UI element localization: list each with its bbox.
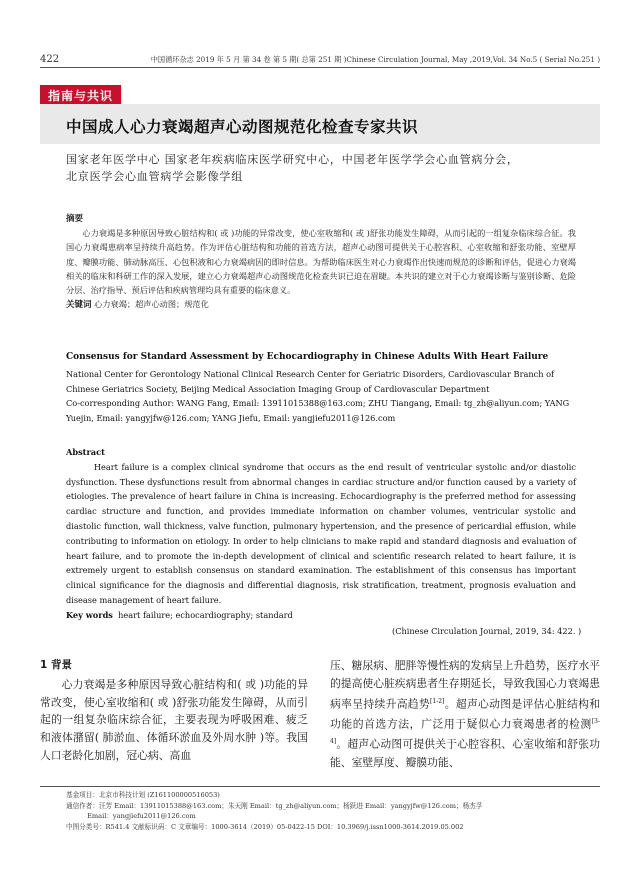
- english-abstract-label: Abstract: [66, 447, 105, 457]
- footnote-line: Email：yangjiefu2011@126.com: [87, 812, 196, 821]
- keywords-text: 心力衰竭；超声心动图；规范化: [94, 299, 209, 310]
- footnotes: [66, 790, 586, 832]
- english-abstract-text: Heart failure is a complex clinical syndrome that occurs as the end result of ventricular systolic and/or diastolic dysfunction. These dysfunctions result from abnormal changes in cardiac structure and/or function caused by a variety of etiologies. The prevalence of heart failure in China is increasing. Echocardiography is the preferred method for assessing cardiac structure and function, and provides immediate information on chamber volumes, ventricular systolic and diastolic function, wall thickness, valve function, pulmonary hypertension, and the presence of pericardial effusion, while contributing to information on etiology. In order to help clinicians to make rapid and standard diagnosis and evaluation of heart failure, and to promote the in-depth development of clinical and scientific research related to heart failure, it is extremely urgent to establish consensus on standard examination. The establishment of this consensus has important clinical significance for the diagnosis and differential diagnosis, risk stratification, treatment, prognosis evaluation and disease management of heart failure.: [66, 461, 576, 605]
- body-text: 。超声心动图是评估心脏结构和功能的首选方法，广泛用于疑似心力衰竭患者的检测: [330, 697, 601, 731]
- corresponding-authors: Co-corresponding Author: WANG Fang, Email: 13911015388@163.com; ZHU Tiangang, Email: tg_zh@aliyun.com; YANG Yuejin, Email: yangyjfw@126.com; YANG Jiefu, Email: yangjiefu2011@126.com: [66, 398, 570, 424]
- authors-line: 国家老年医学中心 国家老年疾病临床医学研究中心，中国老年医学学会心血管病分会，: [66, 153, 519, 166]
- header-rule: [40, 67, 600, 68]
- running-header: [40, 52, 600, 66]
- body-paragraph: 心力衰竭是多种原因导致心脏结构和( 或 )功能的异常改变，使心室收缩和( 或 )舒张功能发生障碍，从而引起的一组复杂临床综合征，主要表现为呼吸困难、疲乏和液体潴留( 肺淤血、体循环淤血及外周水肿 )等。我国人口老龄化加剧，冠心病、高血: [40, 677, 308, 762]
- footnote-line: 中图分类号：R541.4 文献标识码：C 文章编号：1000-3614（2019）05-0422-15 DOI：10.3969/j.issn1000-3614.2019.05.002: [66, 822, 464, 831]
- english-title: Consensus for Standard Assessment by Echocardiography in Chinese Adults With Heart Failure: [66, 352, 549, 362]
- keywords-label: 关键词: [66, 300, 92, 311]
- english-keywords-label: Key words: [66, 609, 113, 620]
- body-paragraph: [330, 657, 600, 772]
- page-number: 422: [40, 54, 60, 65]
- authors: [66, 151, 586, 185]
- chinese-abstract: [66, 212, 576, 312]
- section-heading: 1 背景: [40, 659, 72, 671]
- footnote-line: 基金项目：北京市科技计划 (Z161100000516053): [66, 791, 220, 799]
- body-column-right: [330, 657, 600, 772]
- reference-marker[interactable]: [3-4]: [330, 717, 600, 746]
- footer-rule: [40, 786, 600, 787]
- authors-line: 北京医学会心血管病学会影像学组: [66, 170, 243, 183]
- english-abstract: [66, 445, 576, 623]
- footnote-line: 通信作者：汪芳 Email：13911015388@163.com；朱天刚 Email：tg_zh@aliyun.com；杨跃进 Email：yangyjfw@126.com；杨杰孚: [66, 801, 483, 810]
- body-text: 压、糖尿病、肥胖等慢性病的发病呈上升趋势，医疗水平的提高使心脏疾病患者生存期延长，导致我国心力衰竭患病率呈持续升高趋势: [330, 659, 600, 711]
- reference-marker[interactable]: [1-2]: [430, 697, 445, 705]
- paper-title: 中国成人心力衰竭超声心动图规范化检查专家共识: [66, 118, 419, 136]
- body-column-left: [40, 657, 308, 765]
- english-affiliation: National Center for Gerontology National Clinical Research Center for Geriatric Disorders, Cardiovascular Branch of Chinese Geriatrics Society, Beijing Medical Association Imaging Group of Cardiovascular Department: [66, 368, 555, 394]
- abstract-text: 心力衰竭是多种原因导致心脏结构和( 或 )功能的异常改变，使心室收缩和( 或 )舒张功能发生障碍，从而引起的一组复杂临床综合征。我国心力衰竭患病率呈持续升高趋势。作为评估心脏结构和功能的首选方法，超声心动图可提供关于心腔容积、心室收缩和舒张功能、室壁厚度、瓣膜功能、肺动脉高压、心包积液和心力衰竭病因的即时信息。为帮助临床医生对心力衰竭作出快速而规范的诊断和评估，促进心力衰竭相关的临床和科研工作的深入发展，建立心力衰竭超声心动图规范化检查共识已迫在眉睫。本共识的建立对于心力衰竭诊断与鉴别诊断、危险分层、治疗指导、预后评估和疾病管理均具有重要的临床意义。: [66, 228, 576, 296]
- citation: (Chinese Circulation Journal, 2019, 34: 422. ): [392, 626, 582, 636]
- abstract-label: 摘要: [66, 214, 84, 224]
- english-front-matter: [66, 350, 576, 426]
- english-keywords-text: heart failure; echocardiography; standard: [118, 609, 293, 620]
- section-tag: 指南与共识: [40, 85, 121, 106]
- journal-line: 中国循环杂志 2019 年 5 月 第 34 卷 第 5 期( 总第 251 期 )Chinese Circulation Journal, May ,2019,Vol. 34 No.5 ( Serial No.251 ): [150, 55, 600, 64]
- body-text: 。超声心动图可提供关于心腔容积、心室收缩和舒张功能、室壁厚度、瓣膜功能、: [330, 737, 600, 769]
